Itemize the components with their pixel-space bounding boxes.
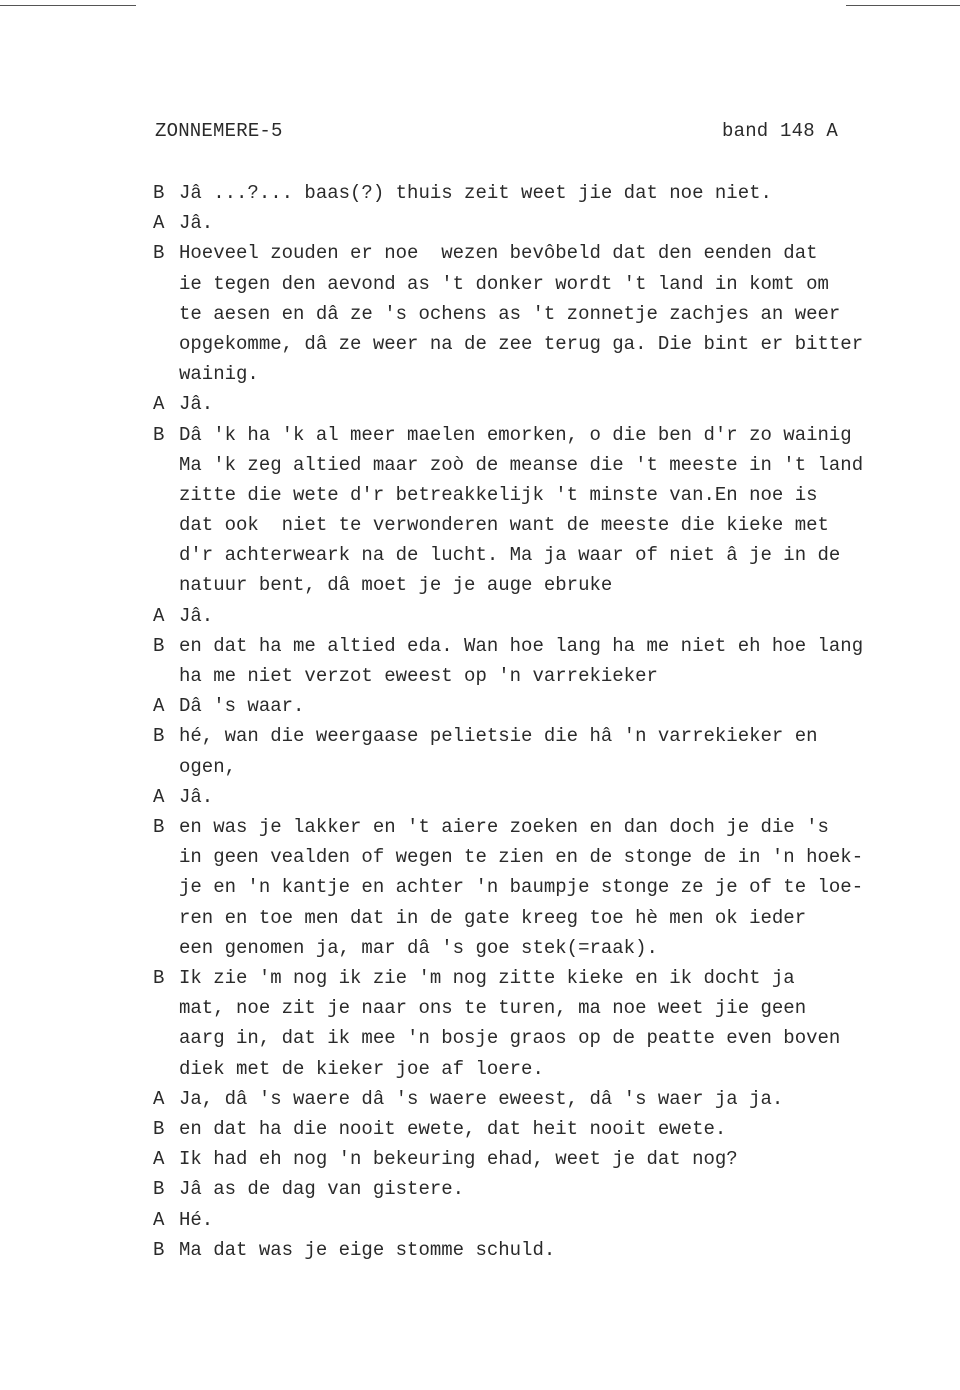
utterance-line: Dâ 's waar.	[179, 695, 305, 718]
utterance	[179, 631, 943, 691]
transcript-turn	[153, 178, 943, 208]
speaker-label: A	[153, 1208, 165, 1231]
utterance-line: natuur bent, dâ moet je je auge ebruke	[179, 574, 613, 597]
speaker-label: A	[153, 785, 165, 808]
transcript-turn	[153, 691, 943, 721]
utterance-line: wainig.	[179, 363, 259, 386]
utterance-line: Ik zie 'm nog ik zie 'm nog zitte kieke en ik docht ja	[179, 966, 795, 989]
transcript	[153, 178, 943, 1265]
speaker-label: A	[153, 393, 165, 416]
utterance-line: mat, noe zit je naar ons te turen, ma noe weet jie geen	[179, 997, 807, 1020]
utterance	[179, 1235, 943, 1265]
transcript-turn	[153, 1205, 943, 1235]
transcript-turn	[153, 1235, 943, 1265]
utterance-line: Ja, dâ 's waere dâ 's waere eweest, dâ 's waer ja ja.	[179, 1087, 784, 1110]
speaker-label: B	[153, 1117, 165, 1140]
utterance-line: dat ook niet te verwonderen want de meeste die kieke met	[179, 514, 829, 537]
transcript-turn	[153, 208, 943, 238]
utterance-line: opgekomme, dâ ze weer na de zee terug ga. Die bint er bitter	[179, 332, 864, 355]
utterance	[179, 721, 943, 781]
utterance	[179, 963, 943, 1084]
speaker-label: A	[153, 1148, 165, 1171]
utterance-line: ogen,	[179, 755, 237, 778]
utterance-line: een genomen ja, mar dâ 's goe stek(=raak).	[179, 936, 658, 959]
speaker-label: B	[153, 634, 165, 657]
document-title: ZONNEMERE-5	[155, 120, 283, 142]
speaker-label: B	[153, 182, 165, 204]
utterance-line: Ma dat was je eige stomme schuld.	[179, 1238, 556, 1261]
utterance-line: Jâ ...?... baas(?) thuis zeit weet jie dat noe niet.	[179, 182, 772, 204]
transcript-turn	[153, 812, 943, 963]
tape-reference: band 148 A	[722, 120, 839, 142]
transcript-turn	[153, 1174, 943, 1204]
utterance-line: Hoeveel zouden er noe wezen bevôbeld dat den eenden dat	[179, 242, 818, 265]
utterance-line: Ma 'k zeg altied maar zoò de meanse die 't meeste in 't land	[179, 453, 864, 476]
utterance-line: d'r achterweark na de lucht. Ma ja waar of niet â je in de	[179, 544, 841, 567]
speaker-label: B	[153, 423, 165, 446]
utterance-line: Jâ.	[179, 212, 214, 235]
transcript-turn	[153, 420, 943, 601]
utterance-line: te aesen en dâ ze 's ochens as 't zonnetje zachjes an weer	[179, 302, 841, 325]
speaker-label: B	[153, 1178, 165, 1201]
utterance-line: aarg in, dat ik mee 'n bosje graos op de peatte even boven	[179, 1027, 841, 1050]
transcript-turn	[153, 782, 943, 812]
utterance	[179, 178, 943, 208]
speaker-label: B	[153, 725, 165, 748]
utterance-line: Dâ 'k ha 'k al meer maelen emorken, o die ben d'r zo wainig	[179, 423, 852, 446]
utterance	[179, 782, 943, 812]
utterance	[179, 389, 943, 419]
utterance	[179, 420, 943, 601]
top-left-rule	[0, 5, 136, 6]
utterance	[179, 1084, 943, 1114]
transcript-turn	[153, 963, 943, 1084]
utterance-line: Jâ.	[179, 604, 214, 627]
utterance-line: Jâ.	[179, 785, 214, 808]
utterance-line: diek met de kieker joe af loere.	[179, 1057, 544, 1080]
utterance-line: Ik had eh nog 'n bekeuring ehad, weet je dat nog?	[179, 1148, 738, 1171]
speaker-label: A	[153, 212, 165, 235]
utterance	[179, 812, 943, 963]
transcript-turn	[153, 238, 943, 389]
utterance-line: ren en toe men dat in de gate kreeg toe hè men ok ieder	[179, 906, 807, 929]
speaker-label: B	[153, 242, 165, 265]
utterance-line: hé, wan die weergaase pelietsie die hâ 'n varrekieker en	[179, 725, 818, 748]
utterance	[179, 208, 943, 238]
transcript-turn	[153, 1084, 943, 1114]
utterance-line: zitte die wete d'r betreakkelijk 't minste van.En noe is	[179, 483, 818, 506]
transcript-turn	[153, 1144, 943, 1174]
utterance	[179, 691, 943, 721]
utterance	[179, 1174, 943, 1204]
utterance	[179, 601, 943, 631]
transcript-turn	[153, 1114, 943, 1144]
speaker-label: B	[153, 1238, 165, 1261]
transcript-turn	[153, 601, 943, 631]
speaker-label: A	[153, 695, 165, 718]
utterance-line: Jâ.	[179, 393, 214, 416]
utterance	[179, 1205, 943, 1235]
utterance	[179, 1114, 943, 1144]
speaker-label: A	[153, 604, 165, 627]
transcript-turn	[153, 631, 943, 691]
speaker-label: B	[153, 966, 165, 989]
utterance-line: ha me niet verzot eweest op 'n varrekieker	[179, 665, 658, 688]
utterance-line: en dat ha me altied eda. Wan hoe lang ha me niet eh hoe lang	[179, 634, 864, 657]
transcript-turn	[153, 721, 943, 781]
top-right-rule	[846, 5, 960, 6]
utterance-line: Jâ as de dag van gistere.	[179, 1178, 465, 1201]
utterance-line: en was je lakker en 't aiere zoeken en dan doch je die 's	[179, 816, 829, 839]
speaker-label: B	[153, 816, 165, 839]
transcript-turn	[153, 389, 943, 419]
utterance	[179, 1144, 943, 1174]
utterance-line: ie tegen den aevond as 't donker wordt 't land in komt om	[179, 272, 829, 295]
utterance-line: en dat ha die nooit ewete, dat heit nooit ewete.	[179, 1117, 727, 1140]
utterance-line: in geen vealden of wegen te zien en de stonge de in 'n hoek-	[179, 846, 864, 869]
speaker-label: A	[153, 1087, 165, 1110]
utterance-line: Hé.	[179, 1208, 214, 1231]
utterance	[179, 238, 943, 389]
utterance-line: je en 'n kantje en achter 'n baumpje stonge ze je of te loe-	[179, 876, 864, 899]
